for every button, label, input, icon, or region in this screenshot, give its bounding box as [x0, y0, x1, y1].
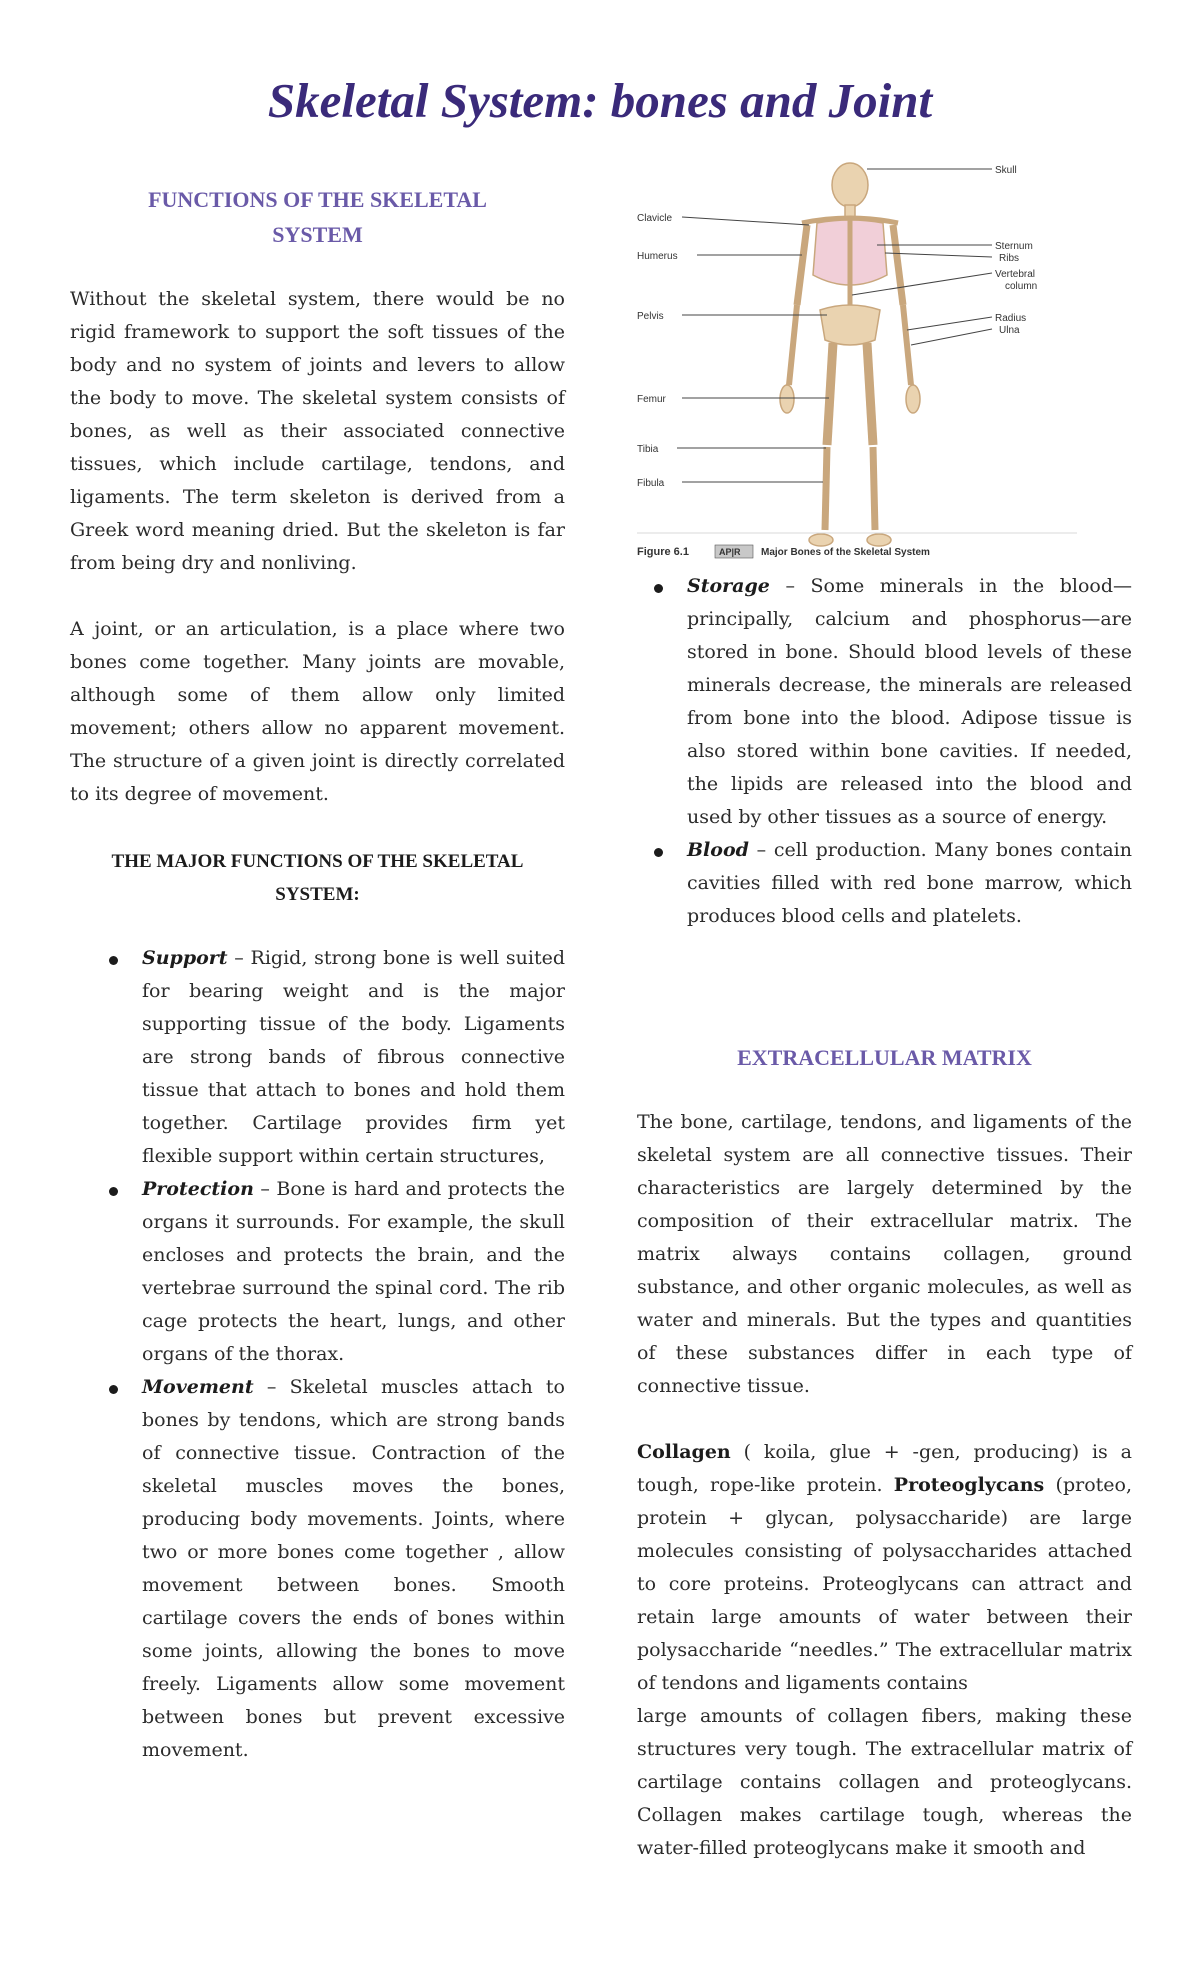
label-clavicle: Clavicle: [637, 213, 673, 224]
extracellular-paragraph-3: large amounts of collagen fibers, making these structures very tough. The extracellular matrix of cartilage contains collagen and proteoglycans. Collagen makes cartilage tough, whereas the water-filled proteoglycans make it smooth and: [637, 1705, 1132, 1859]
list-item-storage: [687, 570, 1132, 834]
skeleton-illustration: [780, 163, 920, 546]
skeleton-diagram: [637, 155, 1077, 565]
bullet-icon: [109, 956, 118, 965]
major-functions-heading-line1: THE MAJOR FUNCTIONS OF THE SKELETAL: [111, 851, 524, 872]
neck-shape: [845, 205, 855, 217]
label-ribs: Ribs: [999, 253, 1020, 264]
list-item-protection: [142, 1173, 565, 1371]
major-functions-list: [142, 942, 565, 1767]
list-item-support: [142, 942, 565, 1173]
major-functions-heading: [70, 845, 565, 911]
label-humerus: Humerus: [637, 251, 678, 262]
extracellular-heading: EXTRACELLULAR MATRIX: [737, 1045, 1032, 1070]
label-femur: Femur: [637, 394, 666, 405]
figure-caption-badge: AP|R: [719, 547, 741, 557]
label-column: column: [1005, 281, 1038, 292]
extracellular-paragraph-1: The bone, cartilage, tendons, and ligaments of the skeletal system are all connective tissues. Their characteristics are largely determined by the composition of their extracellular matrix. The matrix always contains collagen, ground substance, and other organic molecules, as well as water and minerals. But the types and quantities of these substances differ in each type of connective tissue.: [637, 1111, 1132, 1397]
functions-heading: [70, 182, 565, 252]
functions-paragraph-2: A joint, or an articulation, is a place where two bones come together. Many joints are movable, although some of them allow only limited movement; others allow no apparent movement. The structure of a given joint is directly correlated to its degree of movement.: [70, 618, 565, 805]
label-sternum: Sternum: [995, 241, 1033, 252]
page-title: Skeletal System: bones and Joint: [267, 73, 933, 128]
term-blood: Blood: [687, 839, 749, 861]
pelvis-shape: [820, 305, 880, 345]
left-hand-shape: [780, 385, 794, 413]
figure-caption-text: Major Bones of the Skeletal System: [761, 547, 930, 558]
support-text: – Rigid, strong bone is well suited for bearing weight and is the major supporting tissue of the body. Ligaments are strong bands of fibrous connective tissue that attach to bones and hold them together. Cartilage provides firm yet flexible support within certain structures,: [142, 947, 565, 1167]
blood-text: – cell production. Many bones contain cavities filled with red bone marrow, which produces blood cells and platelets.: [687, 839, 1132, 927]
left-tibia-shape: [825, 447, 827, 530]
left-foot-shape: [809, 534, 833, 546]
bullet-icon: [109, 1187, 118, 1196]
protection-text: – Bone is hard and protects the organs it surrounds. For example, the skull encloses and protects the brain, and the vertebrae surround the spinal cord. The rib cage protects the heart, lungs, and other organs of the thorax.: [142, 1178, 565, 1365]
term-support: Support: [142, 947, 228, 969]
skull-shape: [832, 163, 868, 207]
right-hand-shape: [906, 385, 920, 413]
bullet-icon: [654, 848, 663, 857]
major-functions-list-continued: [687, 570, 1132, 933]
right-femur-shape: [867, 343, 873, 445]
left-femur-shape: [827, 343, 833, 445]
label-skull: Skull: [995, 165, 1017, 176]
extracellular-paragraph-2: [637, 1436, 1132, 1700]
left-forearm-shape: [789, 305, 797, 385]
left-column: [70, 182, 565, 1767]
major-functions-heading-line2: SYSTEM:: [275, 884, 360, 905]
label-radius: Radius: [995, 313, 1027, 324]
term-collagen: Collagen: [637, 1441, 731, 1463]
right-tibia-shape: [873, 447, 875, 530]
storage-text: – Some minerals in the blood—principally, calcium and phosphorus—are stored in bone. Should blood levels of these minerals decrease, the minerals are released from bone into the blood. Adipose tissue is also stored within bone cavities. If needed, the lipids are released into the blood and used by other tissues as a source of energy.: [687, 575, 1132, 828]
label-tibia: Tibia: [637, 444, 659, 455]
term-movement: Movement: [142, 1376, 254, 1398]
left-humerus-shape: [797, 225, 807, 305]
skeleton-figure: [637, 155, 1077, 565]
bullet-icon: [109, 1385, 118, 1394]
functions-paragraph-1: Without the skeletal system, there would be no rigid framework to support the soft tissues of the body and no system of joints and levers to allow the body to move. The skeletal system consists of bones, as well as their associated connective tissues, which include cartilage, tendons, and ligaments. The term skeleton is derived from a Greek word meaning dried. But the skeleton is far from being dry and nonliving.: [70, 288, 565, 574]
proteoglycans-text: (proteo, protein + glycan, polysaccharide) are large molecules consisting of polysaccharides attached to core proteins. Proteoglycans can attract and retain large amounts of water between their polysaccharide “needles.” The extracellular matrix of tendons and ligaments contains: [637, 1474, 1132, 1694]
term-proteoglycans: Proteoglycans: [893, 1474, 1045, 1496]
label-vertebral: Vertebral: [995, 269, 1036, 280]
right-humerus-shape: [893, 225, 903, 305]
right-foot-shape: [867, 534, 891, 546]
bullet-icon: [654, 584, 663, 593]
term-protection: Protection: [142, 1178, 254, 1200]
movement-text: – Skeletal muscles attach to bones by tendons, which are strong bands of connective tissue. Contraction of the skeletal muscles moves the bones, producing body movements. Joints, where two or more bones come together , allow movement between bones. Smooth cartilage covers the ends of bones within some joints, allowing the bones to move freely. Ligaments allow some movement between bones but prevent excessive movement.: [142, 1376, 565, 1761]
right-forearm-shape: [903, 305, 911, 385]
extracellular-section: [637, 1040, 1132, 1865]
functions-heading-line1: FUNCTIONS OF THE SKELETAL: [148, 187, 487, 212]
functions-heading-line2: SYSTEM: [272, 222, 363, 247]
collagen-text: ( koila, glue + -gen, producing) is a tough, rope-like protein.: [637, 1441, 1132, 1496]
label-pelvis: Pelvis: [637, 311, 664, 322]
label-ulna: Ulna: [999, 325, 1020, 336]
list-item-movement: [142, 1371, 565, 1767]
list-item-blood: [687, 834, 1132, 933]
figure-caption-label: Figure 6.1: [637, 546, 689, 558]
label-fibula: Fibula: [637, 478, 665, 489]
term-storage: Storage: [687, 575, 770, 597]
